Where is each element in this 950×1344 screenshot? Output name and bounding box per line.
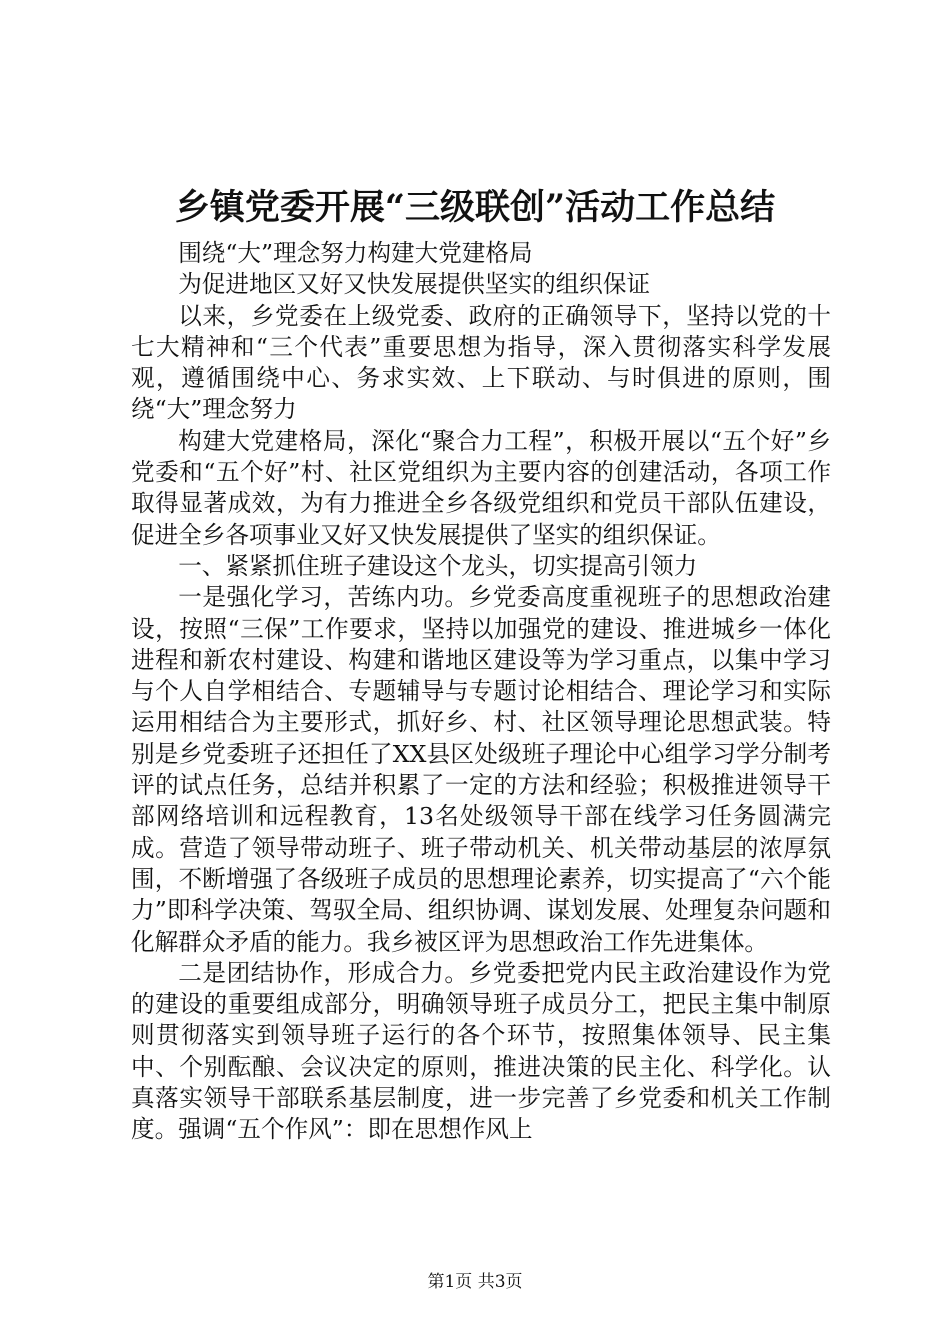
paragraph: 以来，乡党委在上级党委、政府的正确领导下，坚持以党的十七大精神和“三个代表”重要思想为指导，深入贯彻落实科学发展观，遵循围绕中心、务求实效、上下联动、与时俱进的原则，围绕“大”理念努力: [131, 301, 831, 424]
document-body: [131, 238, 831, 1146]
paragraph: 一是强化学习，苦练内功。乡党委高度重视班子的思想政治建设，按照“三保”工作要求，坚持以加强党的建设、推进城乡一体化进程和新农村建设、构建和谐地区建设等为学习重点，以集中学习与个人自学相结合、专题辅导与专题讨论相结合、理论学习和实际运用相结合为主要形式，抓好乡、村、社区领导理论思想武装。特别是乡党委班子还担任了XX县区处级班子理论中心组学习学分制考评的试点任务，总结并积累了一定的方法和经验；积极推进领导干部网络培训和远程教育，13名处级领导干部在线学习任务圆满完成。营造了领导带动班子、班子带动机关、机关带动基层的浓厚氛围，不断增强了各级班子成员的思想理论素养，切实提高了“六个能力”即科学决策、驾驭全局、组织协调、谋划发展、处理复杂问题和化解群众矛盾的能力。我乡被区评为思想政治工作先进集体。: [131, 583, 831, 956]
page-number-footer: 第1页 共3页: [427, 1272, 523, 1292]
paragraph: 围绕“大”理念努力构建大党建格局: [178, 239, 533, 267]
paragraph: 为促进地区又好又快发展提供坚实的组织保证: [178, 270, 651, 299]
paragraph: 构建大党建格局，深化“聚合力工程”，积极开展以“五个好”乡党委和“五个好”村、社区党组织为主要内容的创建活动，各项工作取得显著成效，为有力推进全乡各级党组织和党员干部队伍建设，促进全乡各项事业又好又快发展提供了坚实的组织保证。: [131, 426, 831, 549]
section-heading: 一、紧紧抓住班子建设这个龙头，切实提高引领力: [178, 551, 698, 580]
document-title: 乡镇党委开展“三级联创”活动工作总结: [174, 187, 776, 228]
paragraph: 二是团结协作，形成合力。乡党委把党内民主政治建设作为党的建设的重要组成部分，明确领导班子成员分工，把民主集中制原则贯彻落实到领导班子运行的各个环节，按照集体领导、民主集中、个别酝酿、会议决定的原则，推进决策的民主化、科学化。认真落实领导干部联系基层制度，进一步完善了乡党委和机关工作制度。强调“五个作风”：即在思想作风上: [131, 958, 831, 1144]
